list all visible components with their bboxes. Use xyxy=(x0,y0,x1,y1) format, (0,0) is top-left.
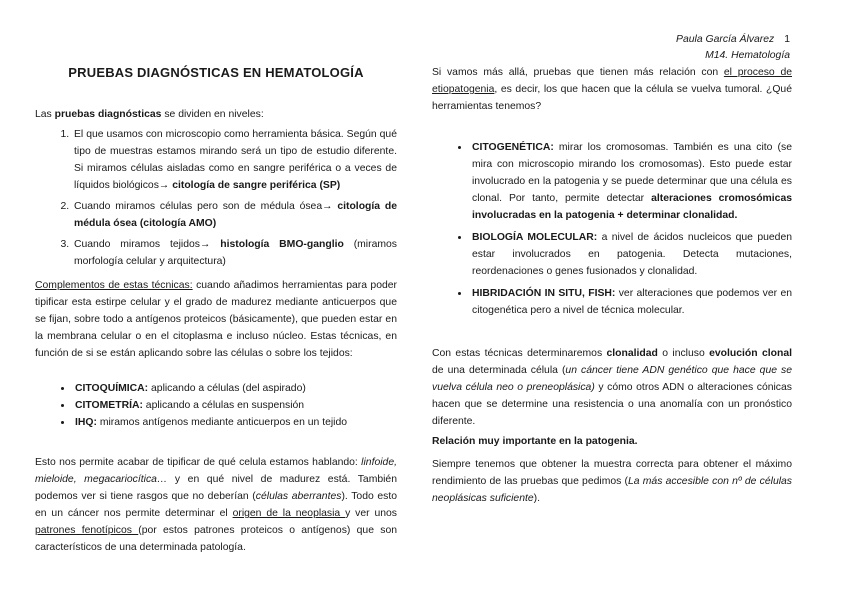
tool-desc: mirar los cromosomas. También es una cito (se mira con microscopio mirando los cromosomas). Esto puede estar involucrado en la patogenia y se puede determinar que una célula es clonal. Por tanto, permite detectar xyxy=(472,142,792,204)
closing-italic: células aberrantes xyxy=(255,491,342,502)
tool-item xyxy=(470,139,792,224)
level-text: Cuando miramos células pero son de médula ósea→ xyxy=(74,201,338,212)
closing-italic: linfoide, mieloide, megacariocítica… xyxy=(35,457,397,485)
level-text: Cuando miramos tejidos→ xyxy=(74,239,221,250)
summary-italic: un cáncer tiene ADN genético que hace que se vuelva célula neo o preneoplásica) xyxy=(432,365,793,393)
document-title: PRUEBAS DIAGNÓSTICAS EN HEMATOLOGÍA xyxy=(68,65,364,80)
sample-italic: La más accesible con nº de células neoplásicas suficiente xyxy=(432,476,792,504)
summary-text: o incluso xyxy=(657,348,710,359)
levels-list xyxy=(35,126,397,270)
tool-bold: alteraciones cromosómicas involucradas en la patogenia + determinar clonalidad. xyxy=(472,193,793,221)
summary-bold: clonalidad xyxy=(606,348,658,359)
intro-bold: pruebas diagnósticas xyxy=(54,109,162,120)
summary-text: y cómo otros ADN o alteraciones cónicas hacen que se determine una resistencia o una anomalía con un pronóstico diferente. xyxy=(432,382,792,427)
summary-paragraph xyxy=(432,345,792,430)
closing-text: y ver unos xyxy=(345,508,398,519)
level-item xyxy=(72,126,397,194)
intro-text: Las xyxy=(35,109,55,120)
level-item xyxy=(72,236,397,270)
level-text: El que usamos con microscopio como herramienta básica. Según qué tipo de muestras estamos mirando será un tipo de estudio diferente. Si miramos células aisladas como en sangre periférica o a veces de líquidos biológicos→ xyxy=(74,129,397,191)
complements-text: cuando añadimos herramientas para poder tipificar esta estirpe celular y el grado de madurez mediante anticuerpos que se fijan, sobre todo a antígenos proteicos (básicamente), que pueden estar en la membrana celular o en el citoplasma e incluso núcleo. Estas técnicas, en función de si se están aplicando sobre las células o sobre los tejidos: xyxy=(35,280,398,359)
page-number: 1 xyxy=(784,34,790,45)
level-after: (miramos morfología celular y arquitectura) xyxy=(74,239,397,267)
closing-underline: origen de la neoplasia xyxy=(232,508,346,519)
author-name: Paula García Álvarez xyxy=(676,34,775,45)
closing-text: ). Todo esto en un cáncer nos permite determinar el xyxy=(35,491,398,519)
closing-text: (por estos patrones proteicos o antígenos) que son característicos de una determinada patología. xyxy=(35,525,397,553)
technique-item xyxy=(73,380,397,397)
technique-term: IHQ: xyxy=(75,417,97,428)
level-item xyxy=(72,198,397,232)
etiopathogenesis-paragraph xyxy=(432,64,792,115)
relation-heading: Relación muy importante en la patogenia. xyxy=(432,436,638,447)
summary-text: Con estas técnicas determinaremos xyxy=(432,348,607,359)
level-bold: citología de sangre periférica (SP) xyxy=(172,180,341,191)
sample-text: Siempre tenemos que obtener la muestra correcta para obtener el máximo rendimiento de las pruebas que pedimos ( xyxy=(432,459,792,487)
tools-list xyxy=(432,139,792,319)
intro-text-end: se dividen en niveles: xyxy=(161,109,264,120)
closing-underline: patrones fenotípicos xyxy=(35,525,139,536)
closing-paragraph xyxy=(35,454,397,556)
technique-term: CITOMETRÍA: xyxy=(75,400,143,411)
tool-term: BIOLOGÍA MOLECULAR: xyxy=(472,232,598,243)
intro-text: , es decir, los que hacen que la célula se vuelva tumoral. ¿Qué herramientas tenemos? xyxy=(432,84,792,112)
sample-text: ). xyxy=(533,493,541,504)
technique-desc: aplicando a células (del aspirado) xyxy=(148,383,306,394)
closing-text: Esto nos permite acabar de tipificar de qué celula estamos hablando: xyxy=(35,457,362,468)
summary-bold: evolución clonal xyxy=(709,348,792,359)
tool-item xyxy=(470,285,792,319)
technique-desc: aplicando a células en suspensión xyxy=(142,400,305,411)
techniques-list xyxy=(35,380,397,431)
level-bold: citología de médula ósea (citología AMO) xyxy=(74,201,398,229)
closing-text: y en qué nivel de madurez está. También podemos ver si tiene rasgos que no deberían ( xyxy=(35,474,397,502)
tool-desc: a nivel de ácidos nucleicos que pueden estar involucrados en patogenia. Detecta mutaciones, reordenaciones o genes fusionados y clonalidad. xyxy=(472,232,792,277)
complements-paragraph xyxy=(35,277,397,362)
technique-item xyxy=(73,414,397,431)
sample-paragraph xyxy=(432,456,792,507)
tool-term: CITOGENÉTICA: xyxy=(472,142,554,153)
summary-text: de una determinada célula ( xyxy=(432,365,566,376)
intro-paragraph xyxy=(35,106,397,123)
intro-text: Si vamos más allá, pruebas que tienen más relación con xyxy=(432,67,724,78)
page-header xyxy=(676,32,790,64)
technique-desc: miramos antígenos mediante anticuerpos en un tejido xyxy=(96,417,348,428)
complements-label: Complementos de estas técnicas: xyxy=(35,280,193,291)
technique-term: CITOQUÍMICA: xyxy=(75,383,149,394)
tool-term: HIBRIDACIÓN IN SITU, FISH: xyxy=(472,288,616,299)
level-bold: histología BMO-ganglio xyxy=(220,239,344,250)
intro-underline: el proceso de etiopatogenia xyxy=(432,67,792,95)
tool-item xyxy=(470,229,792,280)
tool-desc: ver alteraciones que podemos ver en citogenética pero a nivel de técnica molecular. xyxy=(472,288,792,316)
technique-item xyxy=(73,397,397,414)
course-name: M14. Hematología xyxy=(705,50,790,61)
